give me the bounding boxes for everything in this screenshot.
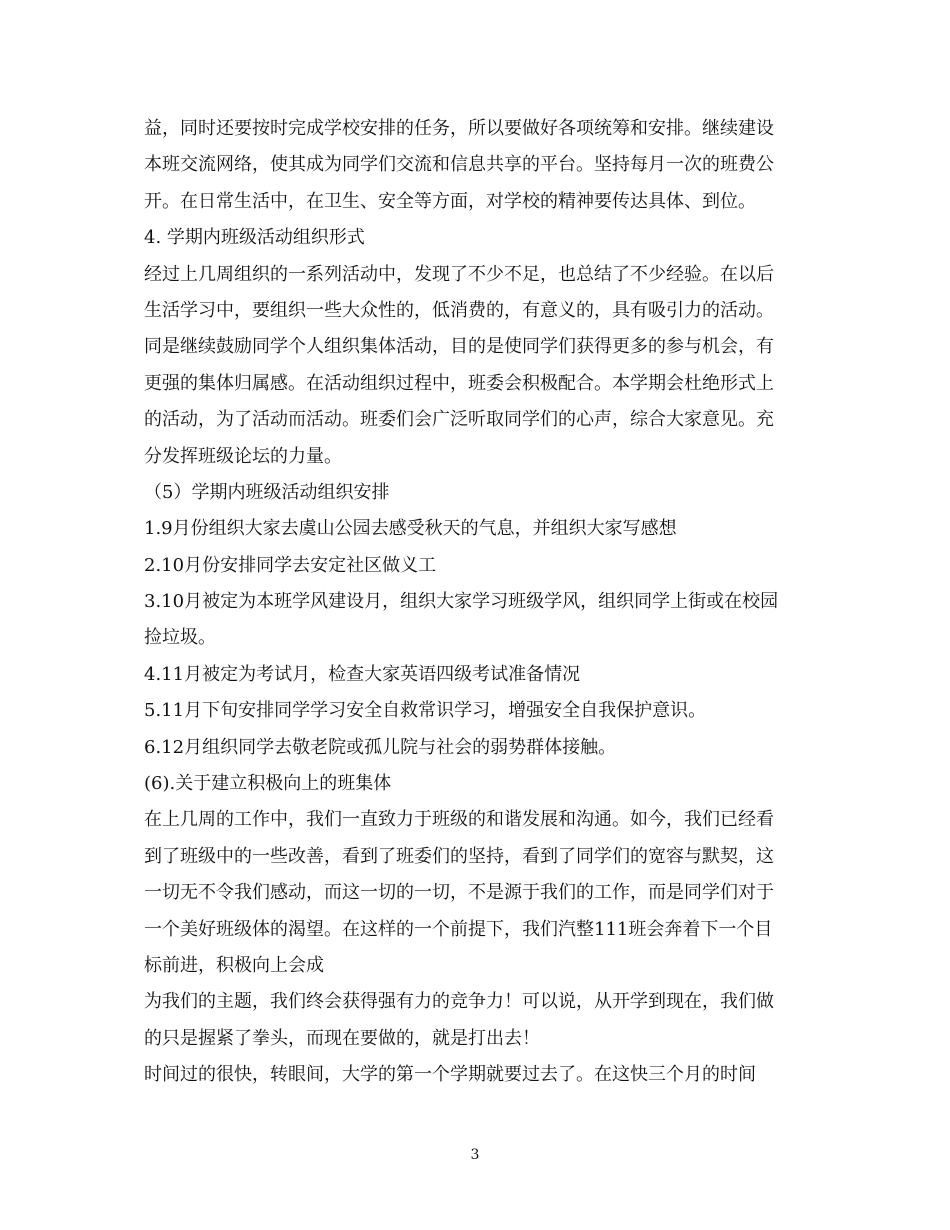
text-line: 在上几周的工作中，我们一直致力于班级的和谐发展和沟通。如今，我们已经看 xyxy=(144,809,774,831)
list-item: 5.11月下旬安排同学学习安全自救常识学习，增强安全自我保护意识。 xyxy=(144,700,707,722)
list-item: 4.11月被定为考试月，检查大家英语四级考试准备情况 xyxy=(144,663,581,685)
page-number: 3 xyxy=(470,1147,480,1163)
list-item: 2.10月份安排同学去安定社区做义工 xyxy=(144,554,437,576)
text-line: 一切无不令我们感动，而这一切的一切，不是源于我们的工作，而是同学们对于 xyxy=(144,882,774,904)
list-item: 3.10月被定为本班学风建设月，组织大家学习班级学风，组织同学上街或在校园 xyxy=(144,591,779,613)
text-line: 时间过的很快，转眼间，大学的第一个学期就要过去了。在这快三个月的时间 xyxy=(144,1064,756,1086)
text-line: 同是继续鼓励同学个人组织集体活动，目的是使同学们获得更多的参与机会，有 xyxy=(144,336,774,358)
text-line: 益，同时还要按时完成学校安排的任务，所以要做好各项统筹和安排。继续建设 xyxy=(144,118,774,139)
text-line: 本班交流网络，使其成为同学们交流和信息共享的平台。坚持每月一次的班费公 xyxy=(144,154,774,176)
text-line: 开。在日常生活中，在卫生、安全等方面，对学校的精神要传达具体、到位。 xyxy=(144,190,756,212)
list-item: 6.12月组织同学去敬老院或孤儿院与社会的弱势群体接触。 xyxy=(144,736,617,758)
text-line: 的活动，为了活动而活动。班委们会广泛听取同学们的心声，综合大家意见。充 xyxy=(144,409,774,431)
list-item: 1.9月份组织大家去虞山公园去感受秋天的气息，并组织大家写感想 xyxy=(144,518,677,540)
text-line: 生活学习中，要组织一些大众性的，低消费的，有意义的，具有吸引力的活动。 xyxy=(144,299,774,321)
section-heading: 4. 学期内班级活动组织形式 xyxy=(144,227,365,249)
document-body xyxy=(144,111,806,1094)
text-line: 为我们的主题，我们终会获得强有力的竞争力！可以说，从开学到现在，我们做 xyxy=(144,991,774,1013)
list-item-continuation: 捡垃圾。 xyxy=(144,627,216,649)
section-heading: (6).关于建立积极向上的班集体 xyxy=(144,773,392,795)
section-heading: （5）学期内班级活动组织安排 xyxy=(144,481,390,503)
text-line: 经过上几周组织的一系列活动中，发现了不少不足，也总结了不少经验。在以后 xyxy=(144,263,774,285)
text-line: 到了班级中的一些改善，看到了班委们的坚持，看到了同学们的宽容与默契，这 xyxy=(144,845,774,867)
text-line: 分发挥班级论坛的力量。 xyxy=(144,445,342,467)
text-line: 更强的集体归属感。在活动组织过程中，班委会积极配合。本学期会杜绝形式上 xyxy=(144,372,774,394)
text-line: 一个美好班级体的渴望。在这样的一个前提下，我们汽整111班会奔着下一个目 xyxy=(144,918,773,940)
text-line: 的只是握紧了拳头，而现在要做的，就是打出去！ xyxy=(144,1027,540,1049)
text-line: 标前进，积极向上会成 xyxy=(144,954,324,976)
